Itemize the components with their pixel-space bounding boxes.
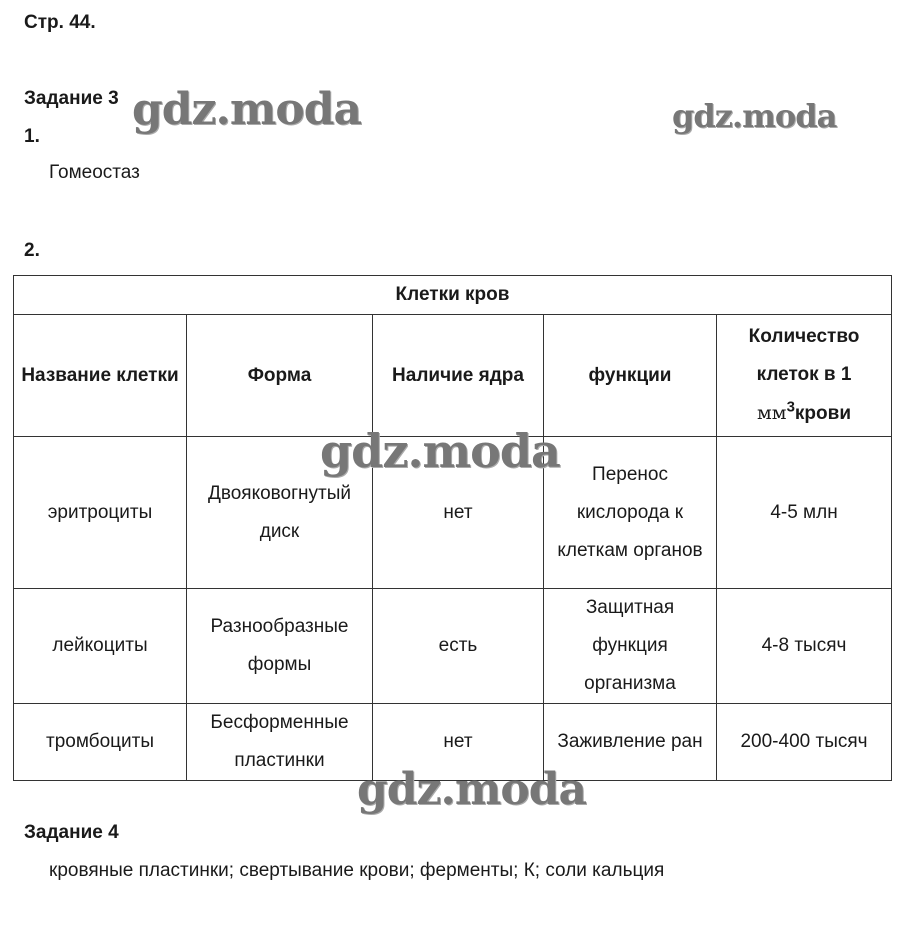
- header-cell-count: [717, 315, 892, 437]
- cell-function: Заживление ран: [544, 704, 717, 781]
- cell-nucleus: есть: [373, 589, 544, 704]
- cell-function: Перенос кислорода к клеткам органов: [544, 437, 717, 589]
- header-cell-name: Название клетки: [14, 315, 187, 437]
- watermark-logo: gdz.moda: [672, 97, 837, 135]
- item-2-number: 2.: [24, 240, 40, 261]
- header-count-prefix: Количество клеток в 1: [748, 326, 860, 385]
- blood-cells-table: [13, 275, 892, 781]
- page-number: Стр. 44.: [24, 12, 96, 33]
- cell-shape: Двояковогнутый диск: [187, 437, 373, 589]
- cell-count: 4-8 тысяч: [717, 589, 892, 704]
- header-cell-shape: Форма: [187, 315, 373, 437]
- watermark-logo: gdz.moda: [357, 764, 587, 815]
- cell-name: лейкоциты: [14, 589, 187, 704]
- table-row: [14, 704, 892, 781]
- task-4-answer: кровяные пластинки; свертывание крови; ферменты; К; соли кальция: [49, 860, 665, 881]
- cell-shape: Бесформенные пластинки: [187, 704, 373, 781]
- task-3-heading: Задание 3: [24, 88, 119, 109]
- header-count-suffix: крови: [794, 403, 852, 424]
- cell-name: тромбоциты: [14, 704, 187, 781]
- header-count-unit: мм: [757, 402, 787, 424]
- cell-function: Защитная функция организма: [544, 589, 717, 704]
- cell-count: 200-400 тысяч: [717, 704, 892, 781]
- table-row: [14, 589, 892, 704]
- header-cell-functions: функции: [544, 315, 717, 437]
- cell-count: 4-5 млн: [717, 437, 892, 589]
- cell-nucleus: нет: [373, 704, 544, 781]
- cell-nucleus: нет: [373, 437, 544, 589]
- cell-shape: Разнообразные формы: [187, 589, 373, 704]
- watermark-logo: gdz.moda: [132, 84, 362, 135]
- cell-name: эритроциты: [14, 437, 187, 589]
- item-1-number: 1.: [24, 126, 40, 147]
- watermark-logo: gdz.moda: [320, 424, 560, 478]
- table-row: [14, 437, 892, 589]
- table-caption: Клетки кров: [14, 276, 892, 315]
- header-count-power: 3: [786, 398, 795, 416]
- item-1-answer: Гомеостаз: [49, 162, 140, 183]
- task-4-heading: Задание 4: [24, 822, 119, 843]
- header-cell-nucleus: Наличие ядра: [373, 315, 544, 437]
